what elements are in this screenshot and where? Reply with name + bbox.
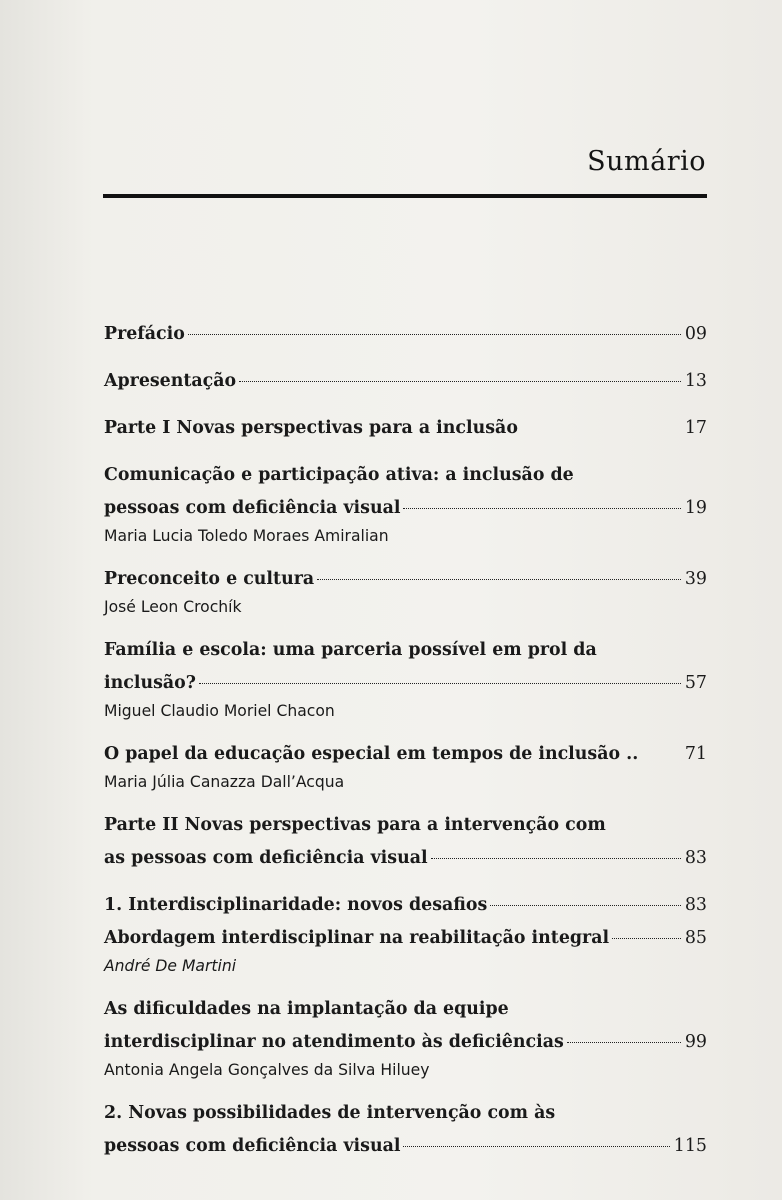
- dot-leader: [567, 1042, 681, 1043]
- toc-entry-title-line1: Família e escola: uma parceria possível em prol da: [104, 640, 597, 660]
- dot-leader: [490, 905, 681, 906]
- table-of-contents: [104, 318, 707, 1177]
- toc-page-number: 57: [684, 673, 707, 693]
- toc-entry[interactable]: [104, 318, 707, 351]
- toc-entry-title-line1: As dificuldades na implantação da equipe: [104, 999, 509, 1019]
- toc-entry-title: Preconceito e cultura: [104, 569, 315, 589]
- toc-entry[interactable]: [104, 809, 707, 875]
- toc-entry-title: 1. Interdisciplinaridade: novos desafios: [104, 895, 488, 915]
- toc-page-number: 13: [684, 371, 707, 391]
- toc-entry[interactable]: [104, 563, 707, 620]
- toc-entry-title-line2: pessoas com deficiência visual: [104, 498, 401, 518]
- toc-entry-title-line2: inclusão?: [104, 673, 196, 693]
- toc-entry-title: Parte I Novas perspectivas para a inclusão: [104, 418, 518, 438]
- toc-author: Antonia Angela Gonçalves da Silva Hiluey: [104, 1061, 430, 1079]
- toc-page-number: 39: [684, 569, 707, 589]
- toc-entry[interactable]: [104, 365, 707, 398]
- toc-author: André De Martini: [104, 957, 237, 975]
- toc-author: Miguel Claudio Moriel Chacon: [104, 702, 335, 720]
- toc-entry-title: Apresentação: [104, 371, 237, 391]
- toc-entry-title-line2: as pessoas com deficiência visual: [104, 848, 428, 868]
- toc-page-number: 17: [684, 418, 707, 438]
- toc-page-number: 99: [684, 1032, 707, 1052]
- dot-leader: [199, 683, 681, 684]
- toc-entry[interactable]: [104, 634, 707, 724]
- page-title: Sumário: [587, 146, 706, 177]
- toc-author: José Leon Crochík: [104, 598, 242, 616]
- toc-entry-title: Prefácio: [104, 324, 185, 344]
- toc-entry[interactable]: [104, 738, 707, 795]
- toc-entry[interactable]: [104, 1097, 707, 1163]
- toc-entry-title-line2: interdisciplinar no atendimento às deficiências: [104, 1032, 564, 1052]
- toc-entry-title-line1: Parte II Novas perspectivas para a intervenção com: [104, 815, 606, 835]
- toc-entry-title: Abordagem interdisciplinar na reabilitação integral: [104, 928, 610, 948]
- toc-entry-title-line2: pessoas com deficiência visual: [104, 1136, 401, 1156]
- dot-leader: [431, 858, 681, 859]
- toc-entry-title: O papel da educação especial em tempos de inclusão ..: [104, 744, 639, 764]
- toc-author: Maria Júlia Canazza Dall’Acqua: [104, 773, 345, 791]
- dot-leader: [239, 381, 681, 382]
- toc-entry[interactable]: [104, 412, 707, 445]
- dot-leader: [188, 334, 681, 335]
- toc-entry[interactable]: [104, 993, 707, 1083]
- toc-entry[interactable]: [104, 889, 707, 922]
- toc-author: Maria Lucia Toledo Moraes Amiralian: [104, 527, 389, 545]
- toc-page-number: 115: [673, 1136, 707, 1156]
- toc-page-number: 09: [684, 324, 707, 344]
- toc-entry-title-line1: Comunicação e participação ativa: a inclusão de: [104, 465, 574, 485]
- dot-leader: [403, 1146, 669, 1147]
- toc-entry-title-line1: 2. Novas possibilidades de intervenção com às: [104, 1103, 556, 1123]
- toc-entry[interactable]: [104, 459, 707, 549]
- toc-page-number: 71: [684, 744, 707, 764]
- dot-leader: [317, 579, 681, 580]
- toc-page-number: 83: [684, 848, 707, 868]
- dot-leader: [403, 508, 680, 509]
- dot-leader: [612, 938, 681, 939]
- toc-entry[interactable]: [104, 922, 707, 979]
- toc-page-number: 19: [684, 498, 707, 518]
- toc-page-number: 85: [684, 928, 707, 948]
- toc-page-number: 83: [684, 895, 707, 915]
- title-rule: [103, 194, 707, 198]
